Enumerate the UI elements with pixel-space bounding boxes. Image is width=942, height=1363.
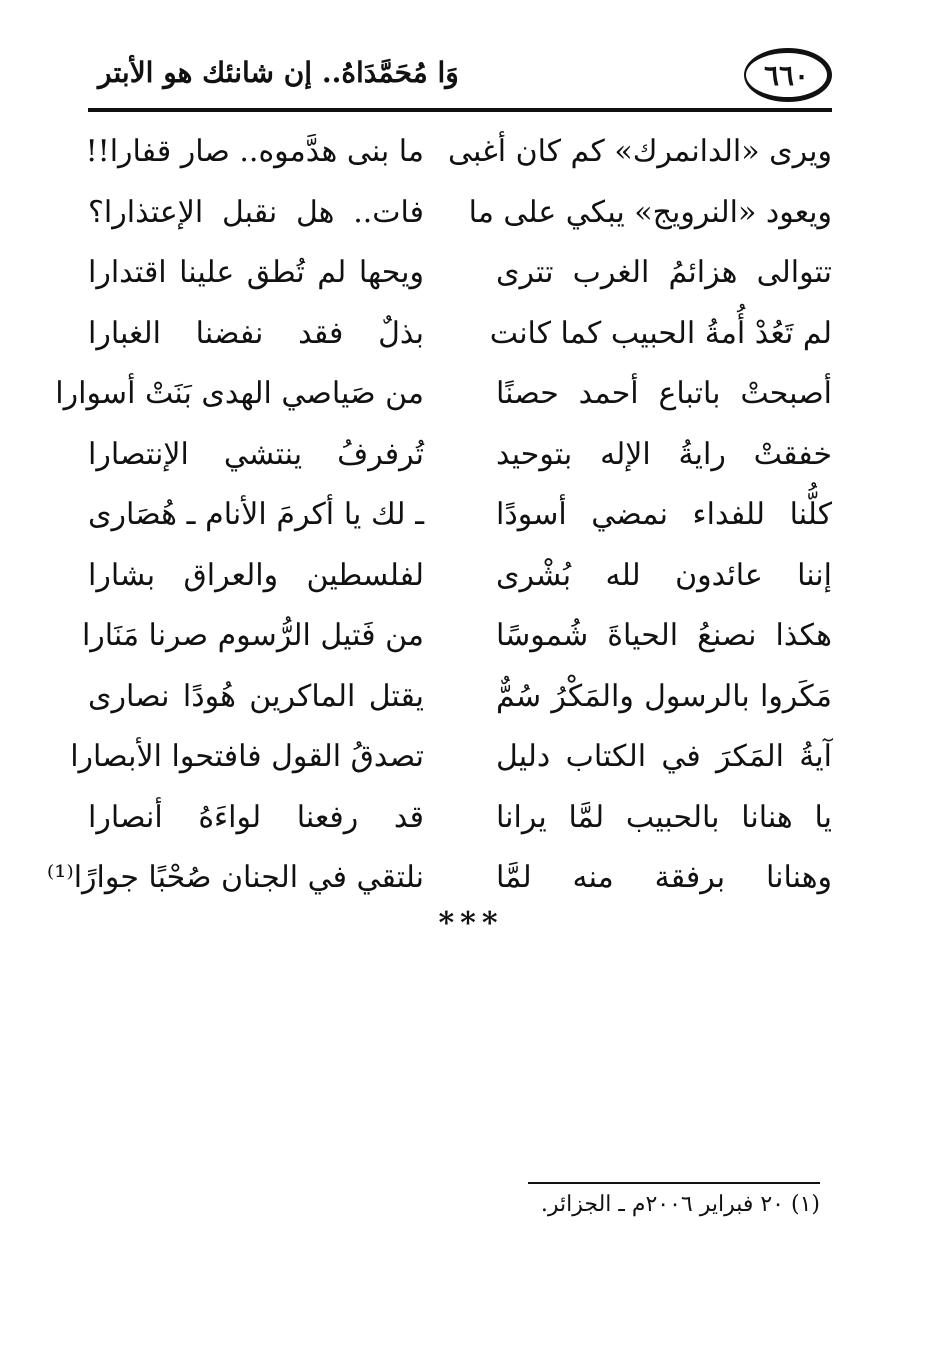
verse-left-hemistich: نلتقي في الجنان صُحْبًا جوارًا⁽¹⁾ [46,860,424,895]
verse-right-hemistich: تتوالى هزائمُ الغرب تترى [496,255,832,290]
verse-left-hemistich: لفلسطين والعراق بشارا [88,557,424,593]
verse-line [88,183,832,244]
verse-left-hemistich: ـ لك يا أكرمَ الأنام ـ هُصَارى [88,497,424,532]
page-number: ٦٦٠ [763,58,810,92]
section-separator: *** [438,906,504,941]
verse-left-hemistich: فات.. هل نقبل الإعتذارا؟ [88,194,424,230]
verse-right-hemistich: أصبحتْ باتباع أحمد حصنًا [496,376,832,411]
verse-right-hemistich: كلُّنا للفداء نمضي أسودًا [496,497,832,532]
poem [46,122,832,909]
footnote-rule [528,1182,820,1184]
verse-left-hemistich: من فَتيل الرُّسوم صرنا مَنَارا [81,618,424,653]
verse-left-hemistich: تُرفرفُ ينتشي الإنتصارا [88,436,424,472]
header-rule [88,108,832,112]
verse-right-hemistich: يا هنانا بالحبيب لمَّا يرانا [496,799,832,835]
verse-right-hemistich: وهنانا برفقة منه لمَّا [496,860,832,895]
verse-right-hemistich: هكذا نصنعُ الحياةَ شُموسًا [496,618,832,653]
verse-left-hemistich: تصدقُ القول فافتحوا الأبصارا [70,739,424,774]
verse-line [81,606,832,667]
verse-line [55,364,832,425]
verse-right-hemistich: ويعود «النرويج» يبكي على ما [468,194,832,230]
footnote: (١) ٢٠ فبراير ٢٠٠٦م ـ الجزائر. [540,1192,820,1217]
verse-right-hemistich: خفقتْ رايةُ الإله بتوحيد [496,436,832,472]
verse-line [88,485,832,546]
verse-left-hemistich: يقتل الماكرين هُودًا نصارى [88,678,424,714]
verse-line [46,848,832,909]
verse-right-hemistich: إننا عائدون لله بُشْرى [496,557,832,593]
verse-line [88,667,832,728]
verse-line [88,243,832,304]
verse-line [88,788,832,849]
verse-left-hemistich: بذلٌ فقد نفضنا الغبارا [88,315,424,351]
verse-left-hemistich: ما بنى هدَّموه.. صار قفارا!! [85,134,424,169]
verse-line [88,304,832,365]
verse-right-hemistich: مَكَروا بالرسول والمَكْرُ سُمٌّ [496,678,832,714]
verse-line [88,425,832,486]
verse-line [85,122,832,183]
page-header [88,48,832,108]
running-title: وَا مُحَمَّدَاهُ.. إن شانئك هو الأبتر [98,56,459,89]
verse-left-hemistich: قد رفعنا لواءَهُ أنصارا [88,799,424,835]
verse-left-hemistich: من صَياصي الهدى بَنَتْ أسوارا [55,376,424,411]
verse-line [70,727,832,788]
verse-right-hemistich: لم تَعُدْ أُمةُ الحبيب كما كانت [489,315,832,351]
verse-right-hemistich: ويرى «الدانمرك» كم كان أغبى [447,134,832,169]
page-number-badge [744,48,832,102]
verse-right-hemistich: آيةُ المَكرَ في الكتاب دليل [496,739,832,774]
verse-line [88,546,832,607]
verse-left-hemistich: ويحها لم تُطق علينا اقتدارا [88,255,424,290]
